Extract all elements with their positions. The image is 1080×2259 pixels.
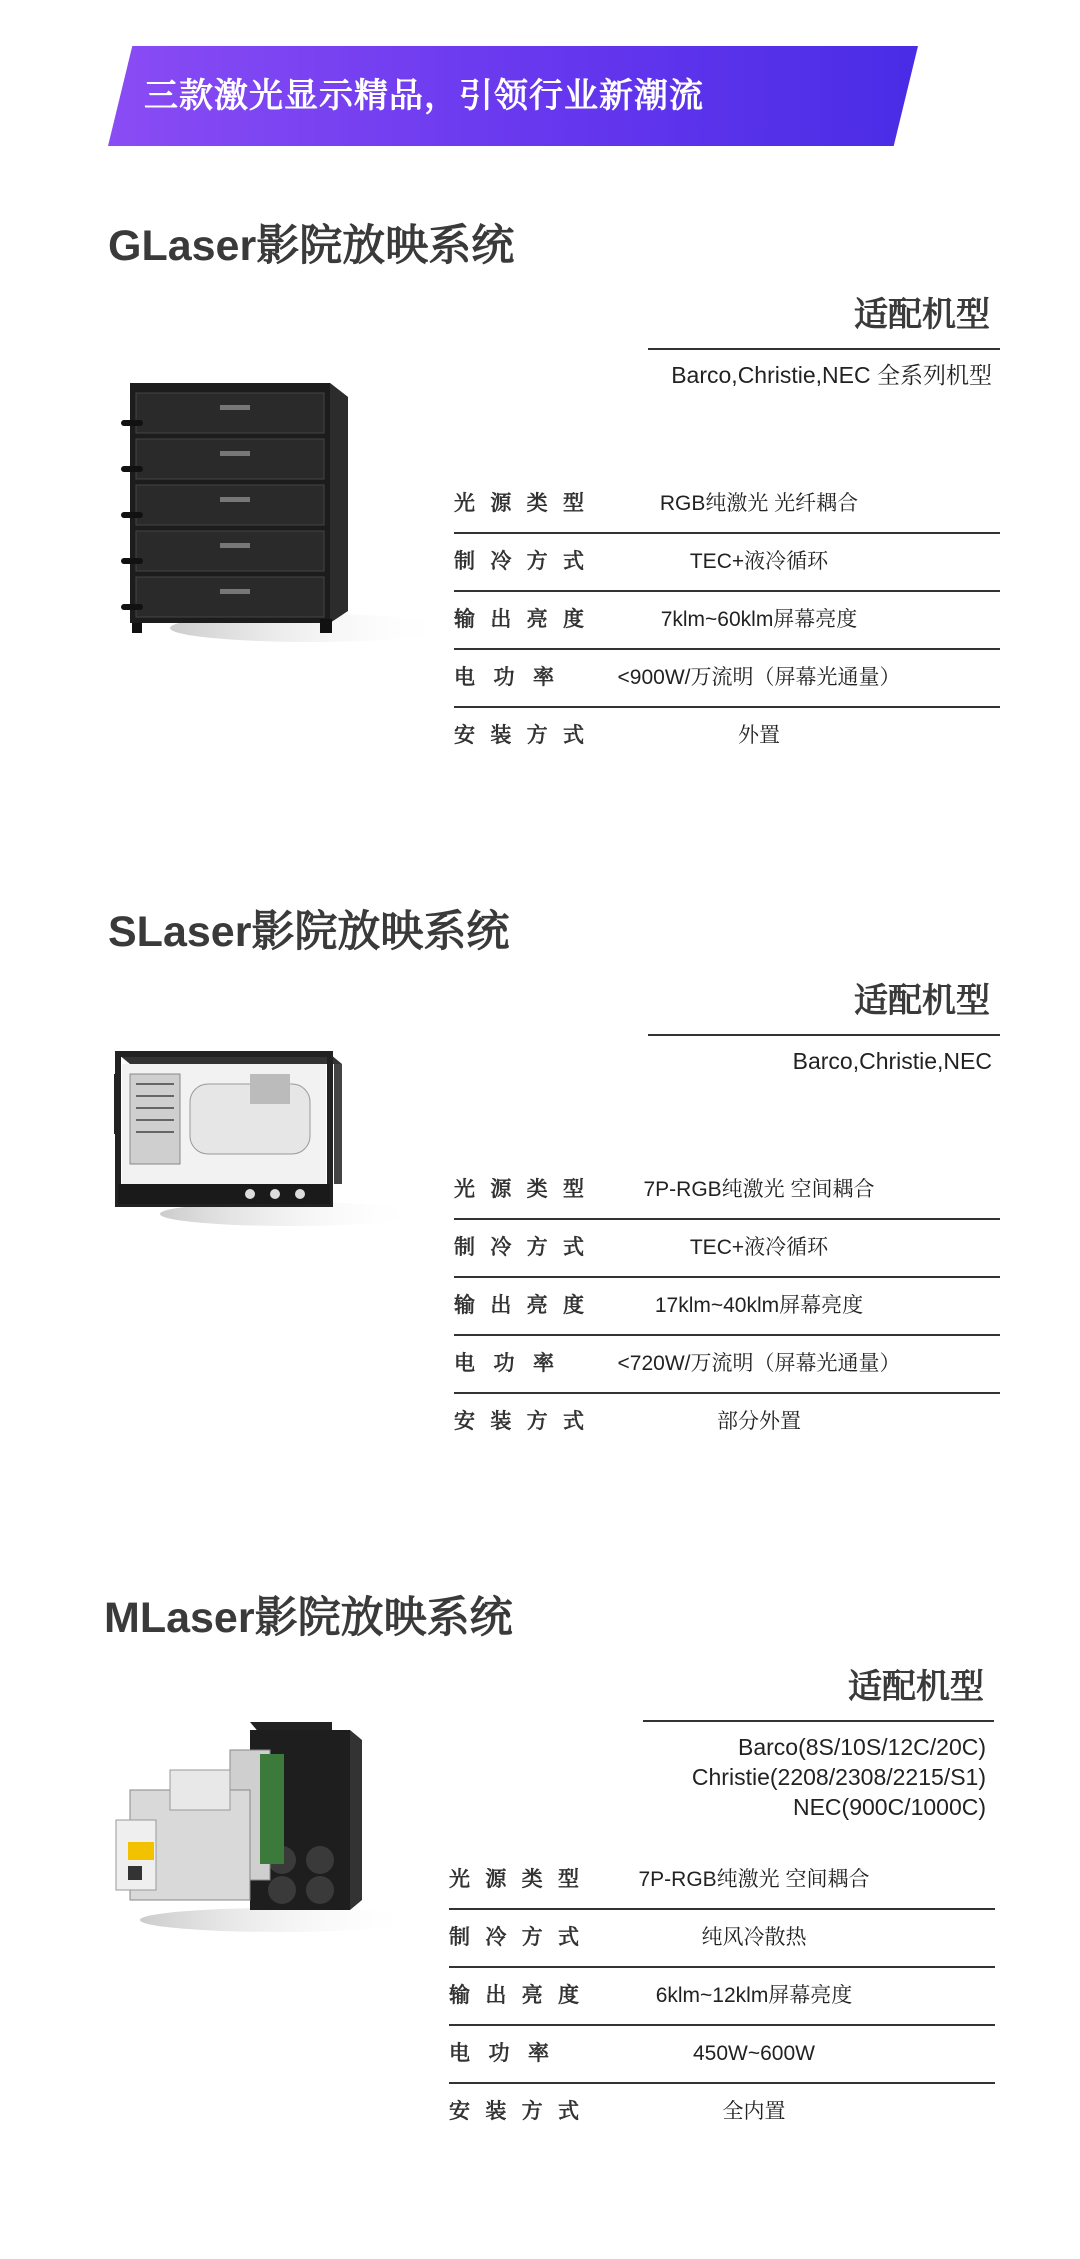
- spec-value: 450W~600W: [693, 2042, 815, 2065]
- spec-label: 输出亮度: [454, 608, 584, 631]
- compat-model-line: Barco,Christie,NEC 全系列机型: [671, 362, 992, 388]
- spec-value: 全内置: [722, 2100, 786, 2123]
- compat-model-line: Christie(2208/2308/2215/S1): [691, 1764, 986, 1790]
- spec-label: 电功率: [454, 666, 554, 689]
- spec-value: 7klm~60klm屏幕亮度: [660, 608, 858, 631]
- spec-value: 6klm~12klm屏幕亮度: [655, 1984, 853, 2007]
- spec-row-light-source: [454, 1162, 1000, 1220]
- spec-label: 输出亮度: [454, 1294, 584, 1317]
- spec-row-power: [454, 650, 1000, 708]
- compat-models: [671, 360, 992, 390]
- spec-label: 安装方式: [454, 724, 584, 747]
- compat-heading: 适配机型: [854, 982, 990, 1020]
- compat-model-line: Barco(8S/10S/12C/20C): [737, 1734, 986, 1760]
- slaser-unit-image: [110, 1034, 420, 1234]
- spec-label: 制冷方式: [449, 1926, 579, 1949]
- spec-label: 光源类型: [449, 1868, 579, 1891]
- spec-row-brightness: [454, 592, 1000, 650]
- compat-models: [793, 1046, 992, 1076]
- product-title: GLaser影院放映系统: [108, 222, 515, 270]
- spec-row-light-source: [449, 1852, 995, 1910]
- spec-row-cooling: [454, 1220, 1000, 1278]
- spec-label: 输出亮度: [449, 1984, 579, 2007]
- spec-row-install: [449, 2084, 995, 2140]
- spec-row-cooling: [454, 534, 1000, 592]
- spec-value: TEC+液冷循环: [689, 1236, 829, 1259]
- compat-divider: [648, 348, 1000, 350]
- spec-row-brightness: [449, 1968, 995, 2026]
- spec-value: 部分外置: [717, 1410, 801, 1433]
- compat-models: [692, 1732, 986, 1822]
- spec-row-light-source: [454, 476, 1000, 534]
- compat-divider: [643, 1720, 994, 1722]
- product-title: MLaser影院放映系统: [104, 1594, 513, 1642]
- spec-value: 7P-RGB纯激光 空间耦合: [643, 1178, 875, 1201]
- spec-row-power: [449, 2026, 995, 2084]
- spec-value: <720W/万流明（屏幕光通量）: [617, 1352, 901, 1375]
- banner-title: 三款激光显示精品，引领行业新潮流: [144, 77, 704, 115]
- spec-value: TEC+液冷循环: [689, 550, 829, 573]
- spec-row-cooling: [449, 1910, 995, 1968]
- spec-row-power: [454, 1336, 1000, 1394]
- compat-heading: 适配机型: [854, 296, 990, 334]
- compat-divider: [648, 1034, 1000, 1036]
- spec-value: 7P-RGB纯激光 空间耦合: [638, 1868, 870, 1891]
- product-slaser: [0, 904, 1080, 1524]
- spec-row-install: [454, 1394, 1000, 1450]
- product-title: SLaser影院放映系统: [108, 908, 510, 956]
- spec-label: 安装方式: [449, 2100, 579, 2123]
- spec-row-brightness: [454, 1278, 1000, 1336]
- spec-label: 安装方式: [454, 1410, 584, 1433]
- spec-row-install: [454, 708, 1000, 764]
- product-glaser: [0, 218, 1080, 838]
- mlaser-unit-image: [110, 1710, 430, 1940]
- spec-value: <900W/万流明（屏幕光通量）: [617, 666, 901, 689]
- spec-value: 外置: [738, 724, 780, 747]
- spec-label: 制冷方式: [454, 550, 584, 573]
- spec-label: 光源类型: [454, 492, 584, 515]
- compat-model-line: NEC(900C/1000C): [792, 1794, 986, 1820]
- spec-value: RGB纯激光 光纤耦合: [659, 492, 859, 515]
- compat-model-line: Barco,Christie,NEC: [792, 1048, 992, 1074]
- glaser-unit-image: [110, 353, 450, 653]
- spec-label: 电功率: [449, 2042, 549, 2065]
- spec-label: 电功率: [454, 1352, 554, 1375]
- compat-heading: 适配机型: [848, 1668, 984, 1706]
- spec-label: 光源类型: [454, 1178, 584, 1201]
- product-mlaser: [0, 1590, 1080, 2210]
- spec-label: 制冷方式: [454, 1236, 584, 1259]
- spec-value: 17klm~40klm屏幕亮度: [654, 1294, 864, 1317]
- spec-value: 纯风冷散热: [701, 1926, 807, 1949]
